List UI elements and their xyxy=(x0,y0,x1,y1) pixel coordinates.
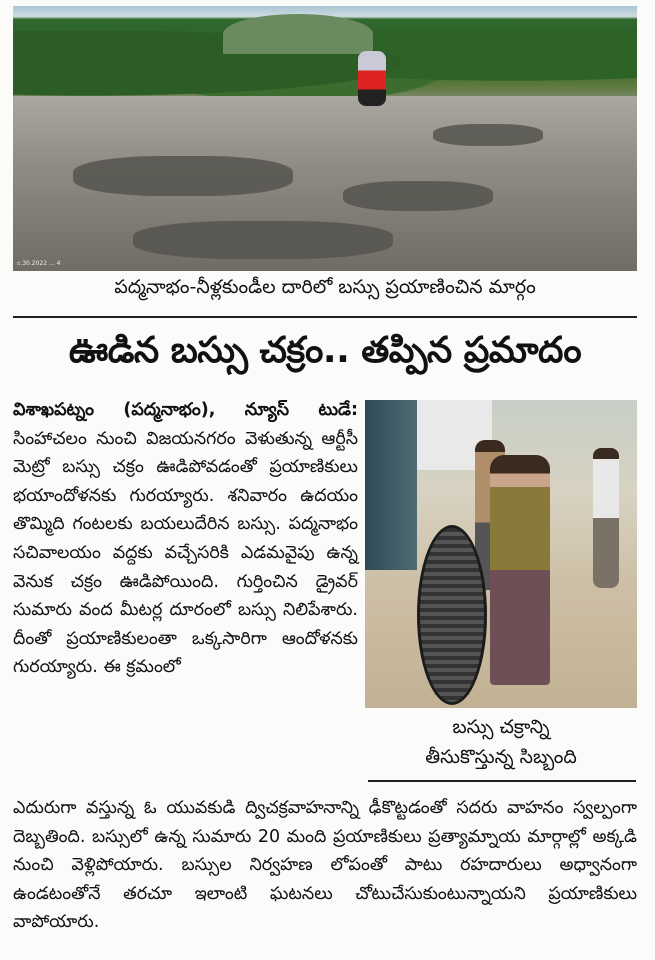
road-photo xyxy=(13,6,637,271)
bus-side xyxy=(365,400,417,570)
pothole xyxy=(433,124,543,146)
side-caption-line1: బస్సు చక్రాన్ని xyxy=(452,716,550,738)
pothole xyxy=(133,221,393,259)
pothole xyxy=(343,181,493,211)
headline: ఊడిన బస్సు చక్రం.. తప్పిన ప్రమాదం xyxy=(68,330,582,371)
motorcyclist xyxy=(358,51,386,106)
article-paragraph xyxy=(13,396,358,682)
dateline: విశాఖపట్నం (పద్మనాభం), న్యూస్ టుడే: xyxy=(13,400,358,420)
bus-tyre xyxy=(417,525,487,705)
photo-timestamp: ನ.30.2022 ... 4 xyxy=(17,260,61,267)
side-photo-caption xyxy=(365,712,637,772)
pedestrian xyxy=(593,448,619,588)
article-paragraph: ఎదురుగా వస్తున్న ఓ యువకుడి ద్విచక్రవాహనాన్ని ఢీకొట్టడంతో సదరు వాహనం స్వల్పంగా దెబ్బతింది. బస్సులో ఉన్న సుమారు 20 మంది ప్రయాణికులు ప్రత్యామ్నాయ మార్గాల్లో అక్కడి నుంచి వెళ్లిపోయారు. బస్సుల నిర్వహణ లోపంతో పాటు రహదారులు అధ్వానంగా ఉండటంతోనే తరచూ ఇలాంటి ఘటనలు చోటుచేసుకుంటున్నాయని ప్రయాణికులు వాపోయారు. xyxy=(13,798,637,933)
caption-divider xyxy=(368,780,636,782)
article-continued xyxy=(13,794,637,937)
divider xyxy=(13,316,637,318)
tyre-photo xyxy=(365,400,637,708)
article-text: సింహాచలం నుంచి విజయనగరం వెళుతున్న ఆర్టీసీ మెట్రో బస్సు చక్రం ఊడిపోవడంతో ప్రయాణికులు భయాందోళనకు గురయ్యారు. శనివారం ఉదయం తొమ్మిది గంటలకు బయలుదేరిన బస్సు. పద్మనాభం సచివాలయం వద్దకు వచ్చేసరికి ఎడమవైపు ఉన్న వెనుక చక్రం ఊడిపోయింది. గుర్తించిన డ్రైవర్ సుమారు వంద మీటర్ల దూరంలో బస్సు నిలిపేశారు. దీంతో ప్రయాణికులంతా ఒక్కసారిగా ఆందోళనకు గురయ్యారు. ఈ క్రమంలో xyxy=(13,428,358,678)
pothole xyxy=(73,156,293,196)
side-caption-line2: తీసుకొస్తున్న సిబ్బంది xyxy=(425,746,577,768)
hill xyxy=(223,14,373,54)
photo-caption: పద్మనాభం-నీళ్లకుండీల దారిలో బస్సు ప్రయాణించిన మార్గం xyxy=(114,276,536,298)
staff-member xyxy=(490,455,550,685)
article-body xyxy=(13,396,358,682)
